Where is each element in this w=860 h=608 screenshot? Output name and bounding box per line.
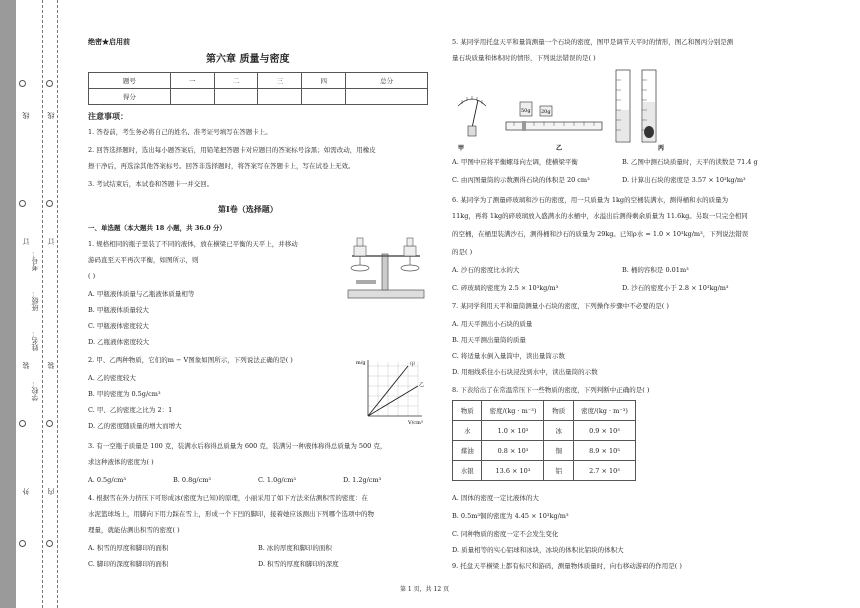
- notice-line: 擦干净后，再选涂其他答案标号。回答非选择题时，将答案写在答题卡上，写在试卷上无效。: [88, 162, 355, 170]
- density-cell: 铜: [544, 441, 573, 461]
- option: D. 用细线系住小石块浸没到水中，读出量筒的示数: [452, 368, 598, 376]
- score-row-label: 得分: [89, 89, 171, 105]
- question-text: 3. 有一空瓶子质量是 100 克，装满水后称得总质量为 600 克，装满另一种液体称得总质量为 500 克，: [88, 442, 387, 450]
- option: B. 乙图中测石块质量时，天平的读数是 71.4 g: [622, 158, 758, 166]
- density-cell: 0.8 × 10³: [482, 441, 544, 461]
- weight-label: 20g: [541, 109, 551, 115]
- page-footer: 第 1 页，共 12 页: [400, 586, 450, 593]
- binding-hole: [19, 200, 26, 207]
- figure-jia: [454, 92, 490, 152]
- question-text: 的是( ): [452, 248, 473, 256]
- question-text: 理量，就能估测出积雪的密度( ): [88, 526, 180, 534]
- binding-hole: [46, 200, 53, 207]
- balance-figure: [346, 232, 426, 302]
- figure-bing: [612, 66, 672, 152]
- page-title: 第六章 质量与密度: [206, 54, 290, 65]
- option: B. 甲瓶液体质量较大: [88, 306, 149, 314]
- score-cell: [214, 89, 258, 105]
- score-header: 总分: [346, 73, 428, 89]
- binding-hole: [46, 420, 53, 427]
- graph-series-label: 乙: [419, 382, 425, 388]
- question-text: 11kg，再将 1kg的碎玻璃放入盛满水的水桶中，水溢出后测得剩余质量为 11.6kg。另取一只完全相同: [452, 212, 748, 220]
- option: A. 固体的密度一定比液体的大: [452, 494, 539, 502]
- option: B. 甲的密度为 0.5g/cm³: [88, 390, 161, 398]
- notice-title: 注意事项：: [88, 111, 128, 121]
- density-cell: 2.7 × 10³: [573, 461, 635, 481]
- density-header: 物质: [544, 401, 573, 421]
- notice-line: 2. 回答选择题时，选出每小题答案后，用铅笔把答题卡对应题目的答案标号涂黑；如需改动，用橡皮: [88, 146, 376, 154]
- figure-yi: [504, 92, 604, 152]
- option: D. 沙石的密度小于 2.8 × 10³kg/m³: [622, 284, 729, 292]
- margin-label: 线: [22, 112, 30, 119]
- option: C. 将适量水倒入量筒中，读出量筒示数: [452, 352, 565, 360]
- option: D. 1.2g/cm³: [343, 476, 382, 484]
- option: A. 乙的密度较大: [88, 374, 136, 382]
- option: A. 甲图中应将平衡螺母向左调，使横梁平衡: [452, 158, 578, 166]
- option: D. 质量相等的实心铝球和冰块，冰块的体积比铝块的体积大: [452, 546, 624, 554]
- score-header: 四: [302, 73, 346, 89]
- score-cell: [346, 89, 428, 105]
- density-cell: 水银: [453, 461, 482, 481]
- density-cell: 水: [453, 421, 482, 441]
- density-cell: 13.6 × 10³: [482, 461, 544, 481]
- question-text: 水泥篮球场上，用脚向下用力踩在雪上，形成一个下凹的脚印，接着她应该测出下列哪个选项中的物: [88, 510, 374, 518]
- question-text: 量石块质量和体积时的情形，下列说法错误的是( ): [452, 54, 596, 62]
- binding-hole: [19, 540, 26, 547]
- option: B. 0.5m³铜的密度为 4.45 × 10³kg/m³: [452, 512, 569, 520]
- option: B. 0.8g/cm³: [173, 476, 212, 484]
- weight-label: 50g: [521, 108, 531, 114]
- option: C. 甲瓶液体密度较大: [88, 322, 149, 330]
- question-text: ( ): [88, 272, 96, 280]
- option: A. 甲瓶液体质量与乙瓶液体质量相等: [88, 290, 195, 298]
- margin-label: 订: [22, 238, 30, 245]
- question-text: 9. 托盘天平横梁上都有标尺和游码，测量物体质量时，向右移动游码的作用是( ): [452, 562, 682, 570]
- secret-label: 绝密★启用前: [88, 37, 130, 46]
- section-title: 一、单选题（本大题共 18 小题，共 36.0 分）: [88, 224, 226, 232]
- binding-hole: [46, 80, 53, 87]
- option: D. 乙瓶液体密度较大: [88, 338, 150, 346]
- density-header: 密度/(kg · m⁻³): [573, 401, 635, 421]
- score-cell: [302, 89, 346, 105]
- margin-label: 装: [47, 362, 55, 369]
- name-field: 姓名：: [31, 330, 39, 351]
- option: A. 积雪的厚度和脚印的面积: [88, 544, 169, 552]
- graph-series-label: 甲: [410, 362, 416, 368]
- question-text: 7. 某同学利用天平和量筒测量小石块的密度，下列操作步骤中不必要的是( ): [452, 302, 669, 310]
- margin-label: 内: [47, 488, 55, 495]
- notice-line: 3. 考试结束后，本试卷和答题卡一并交回。: [88, 180, 214, 188]
- question-text: 5. 某同学用托盘天平和量筒测量一个石块的密度，图甲是调节天平时的情形，图乙和图丙分别是测: [452, 38, 734, 46]
- figure-label: 甲: [458, 145, 465, 152]
- binding-hole: [46, 540, 53, 547]
- question-text: 1. 规格相同的瓶子里装了不同的液体，放在横梁已平衡的天平上，并移动: [88, 240, 298, 248]
- binding-strip-gray: [0, 0, 16, 608]
- option: A. 用天平测出小石块的质量: [452, 320, 533, 328]
- notice-line: 1. 答卷前，考生务必将自己的姓名、准考证号填写在答题卡上。: [88, 128, 272, 136]
- option: A. 0.5g/cm³: [88, 476, 126, 484]
- binding-strip-inner: [43, 0, 58, 608]
- score-header: 一: [170, 73, 214, 89]
- margin-label: 外: [22, 488, 30, 495]
- binding-hole: [19, 420, 26, 427]
- question-text: 4. 根据雪在外力挤压下可形成冰(密度为已知)的原理，小丽采用了如下方法来估测积雪的密度：在: [88, 494, 368, 502]
- density-cell: 冰: [544, 421, 573, 441]
- option: D. 计算出石块的密度是 3.57 × 10³kg/m³: [622, 176, 746, 184]
- exam-number-field: 考号：: [31, 250, 39, 271]
- option: C. 脚印的深度和脚印的面积: [88, 560, 169, 568]
- option: B. 用天平测出量筒的质量: [452, 336, 526, 344]
- density-cell: 煤油: [453, 441, 482, 461]
- score-header: 题号: [89, 73, 171, 89]
- question-text: 游码直至天平再次平衡，如图所示，则: [88, 256, 199, 264]
- volume-title: 第Ⅰ卷（选择题）: [218, 204, 278, 214]
- score-cell: [170, 89, 214, 105]
- density-cell: 1.0 × 10³: [482, 421, 544, 441]
- question-text: 2. 甲、乙两种物质，它们的m − V图象如图所示，下列说法正确的是( ): [88, 356, 293, 364]
- option: C. 碎玻璃的密度为 2.5 × 10³kg/m³: [452, 284, 559, 292]
- option: C. 1.0g/cm³: [258, 476, 296, 484]
- figure-label: 丙: [658, 145, 665, 152]
- score-header: 二: [214, 73, 258, 89]
- density-table: [452, 400, 636, 481]
- option: C. 同种物质的密度一定不会发生变化: [452, 530, 559, 538]
- margin-label: 装: [22, 362, 30, 369]
- figure-label: 乙: [556, 145, 563, 152]
- margin-label: 线: [47, 112, 55, 119]
- school-field: 学校：: [31, 380, 39, 401]
- class-field: 班级：: [31, 290, 39, 311]
- mv-graph: [356, 356, 428, 426]
- option: C. 由丙图量筒的示数测得石块的体积是 20 cm³: [452, 176, 590, 184]
- density-header: 物质: [453, 401, 482, 421]
- option: B. 桶的容积是 0.01m³: [622, 266, 689, 274]
- binding-hole: [19, 80, 26, 87]
- option: D. 积雪的厚度和脚印的深度: [258, 560, 339, 568]
- score-header: 三: [258, 73, 302, 89]
- score-table: [88, 72, 428, 105]
- density-cell: 铝: [544, 461, 573, 481]
- question-text: 求这种液体的密度为( ): [88, 458, 154, 466]
- option: B. 冰的厚度和脚印的面积: [258, 544, 332, 552]
- option: A. 沙石的密度比水的大: [452, 266, 520, 274]
- density-header: 密度/(kg · m⁻³): [482, 401, 544, 421]
- margin-label: 订: [47, 238, 55, 245]
- density-cell: 0.9 × 10³: [573, 421, 635, 441]
- option: C. 甲、乙的密度之比为 2：1: [88, 406, 173, 414]
- graph-ylabel: m/g: [356, 360, 366, 366]
- score-cell: [258, 89, 302, 105]
- option: D. 乙的密度随质量的增大而增大: [88, 422, 182, 430]
- question-text: 6. 某同学为了测量碎玻璃和沙石的密度，用一只质量为 1kg的空桶装满水，测得桶和水的质量为: [452, 196, 729, 204]
- density-cell: 8.9 × 10³: [573, 441, 635, 461]
- graph-xlabel: V/cm³: [408, 420, 423, 426]
- question-text: 的空桶，在桶里装满沙石，测得桶和沙石的质量为 29kg。已知ρ水 = 1.0 × 10³kg/m³，下列说法错误: [452, 230, 749, 238]
- question-text: 8. 下表给出了在常温常压下一些物质的密度，下列判断中正确的是( ): [452, 386, 650, 394]
